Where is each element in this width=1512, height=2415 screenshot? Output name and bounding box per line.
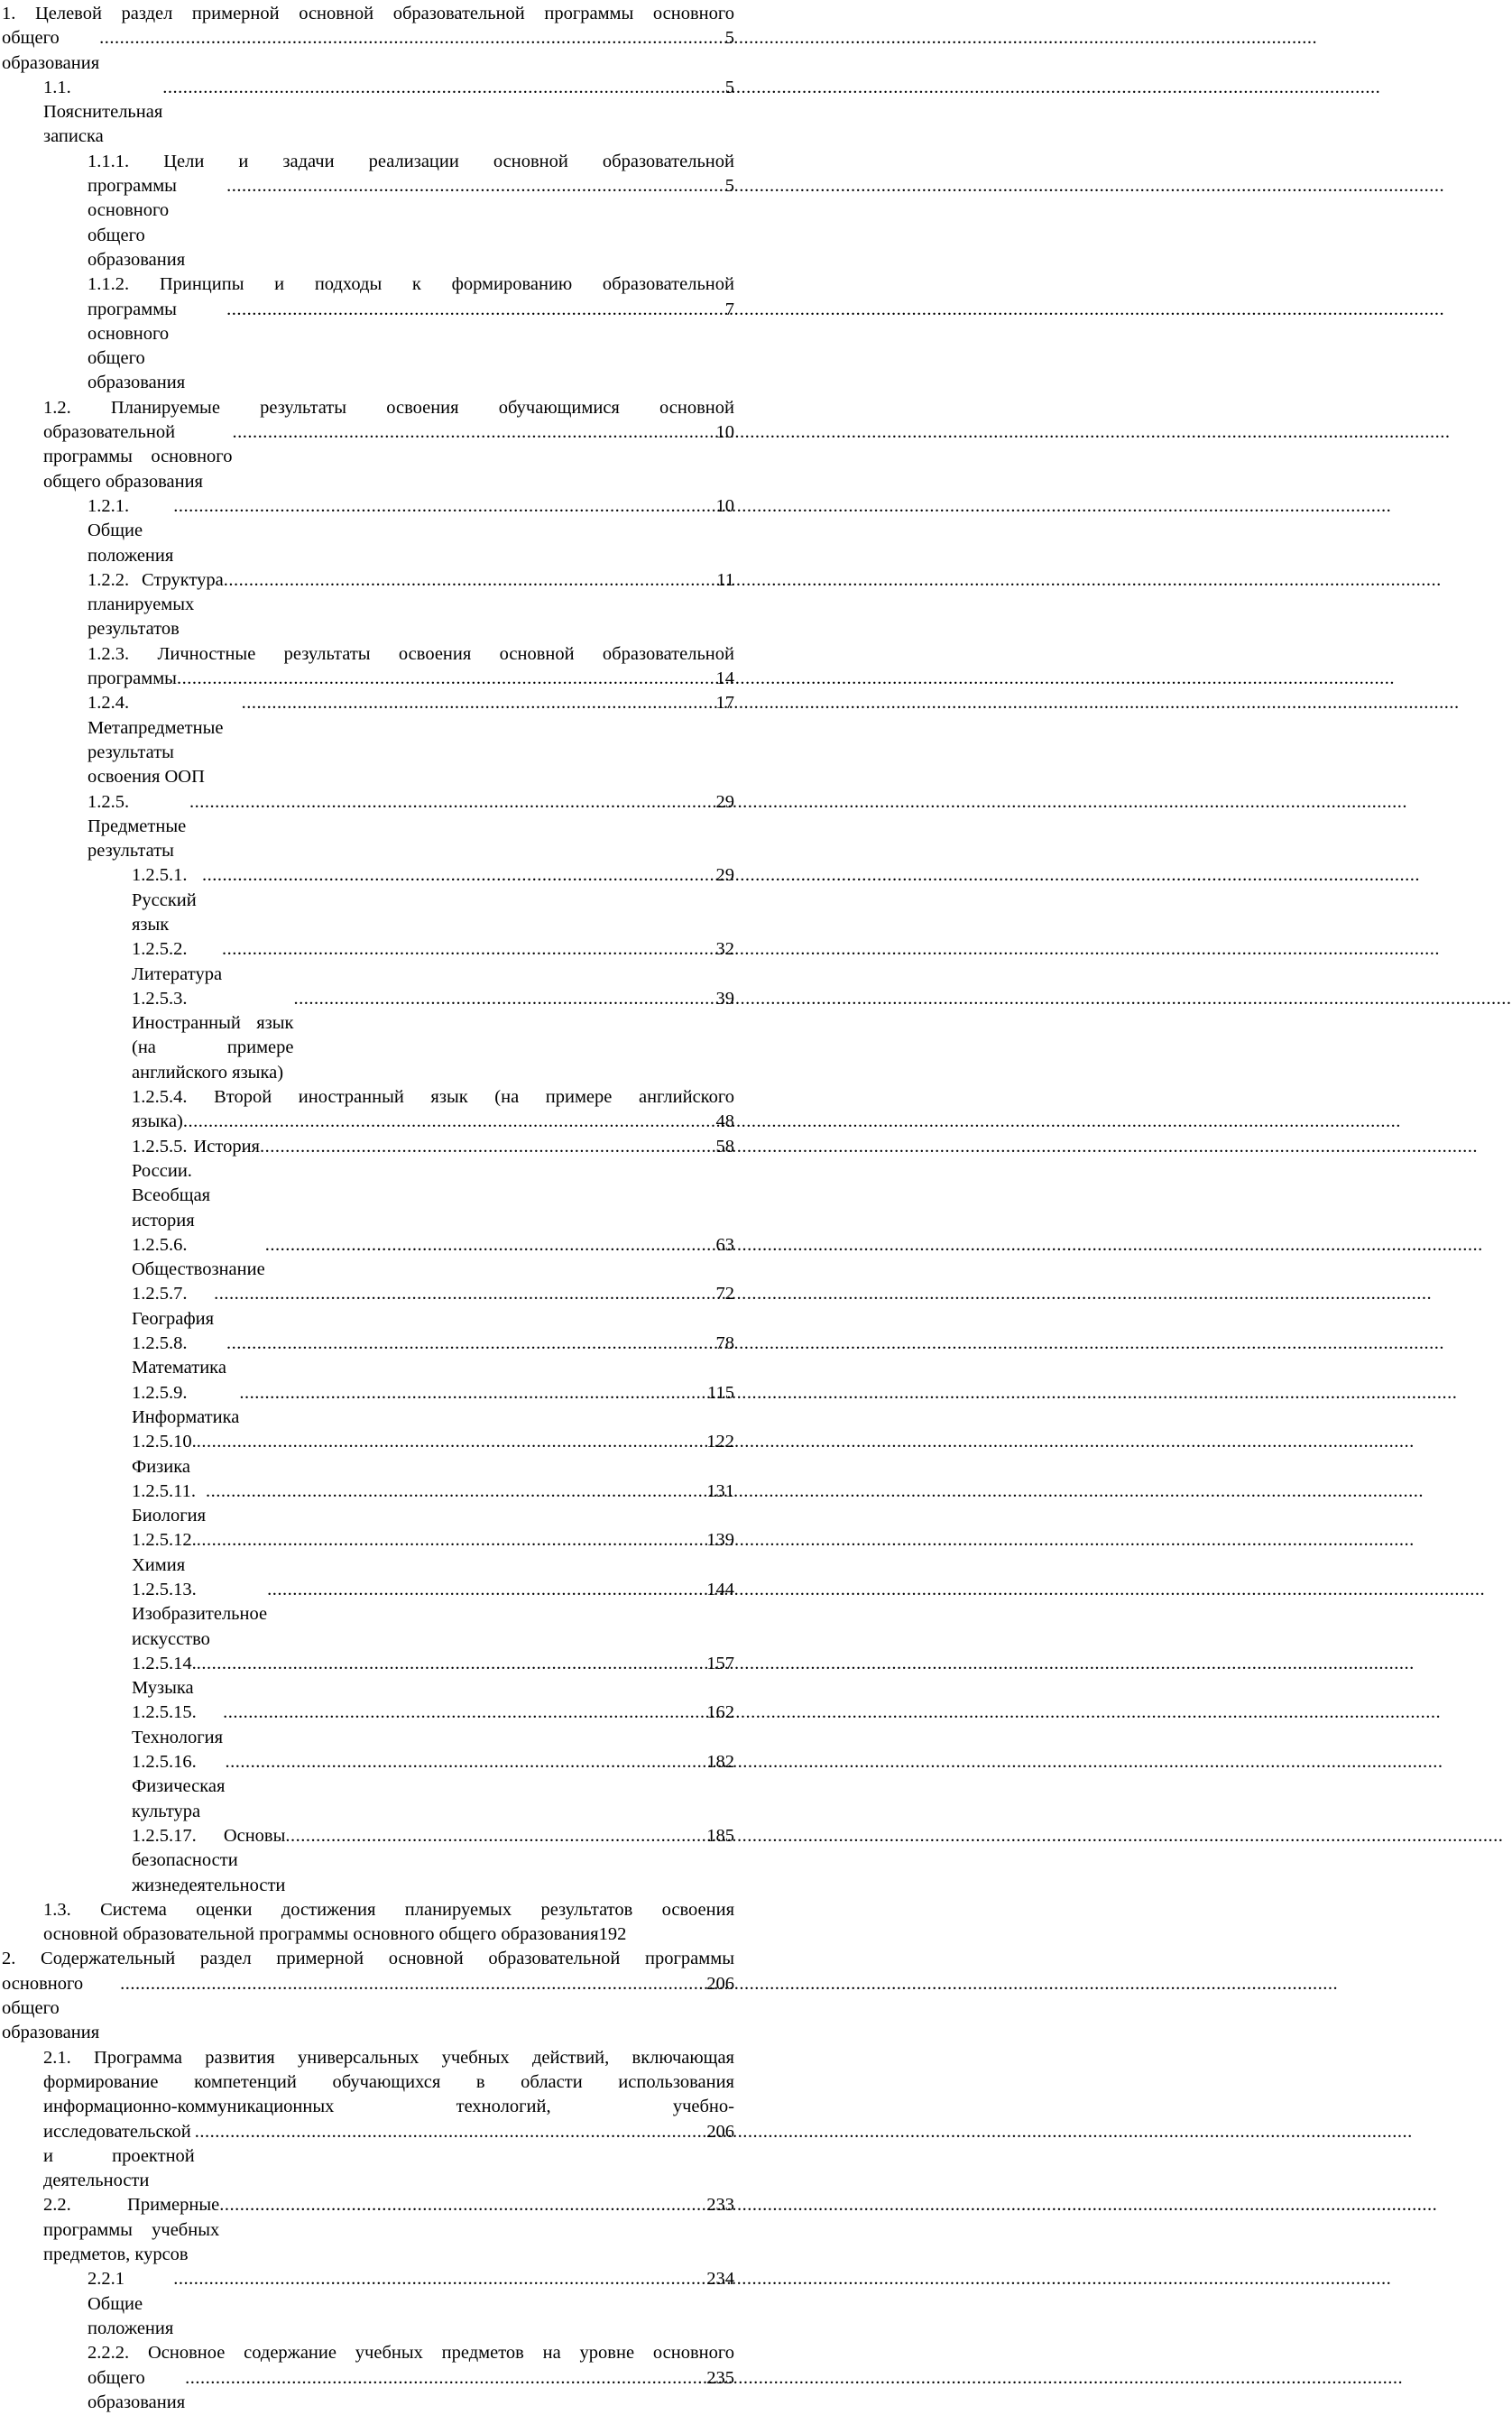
toc-entry-title: 2.2.1 Общие положения [88,2267,173,2341]
toc-page-number: 122 [706,1430,734,1454]
toc-entry-title: программы основного общего образования [88,298,226,396]
toc-entry-title: 1.2.4. Метапредметные результаты освоения ООП [88,691,242,789]
dot-leader [197,1652,707,1676]
toc-page-number: 235 [706,2366,734,2391]
toc-entry[interactable] [0,691,734,789]
dot-leader [225,1750,706,1774]
toc-page-number: 48 [716,1110,735,1134]
dot-leader [99,26,725,51]
toc-entry-title: 1.2.5.16. Физическая культура [132,1750,225,1824]
toc-entry-title: 1.2.5.15. Технология [132,1701,223,1750]
toc-entry[interactable] [0,1282,734,1332]
toc-entry-title: общего образования [88,2366,185,2415]
toc-entry-title-line: 1.1.2. Принципы и подходы к формированию образовательной [0,272,734,297]
toc-entry[interactable] [0,790,734,864]
dot-leader [177,667,716,691]
toc-entry[interactable] [0,2046,734,2194]
dot-leader [226,298,725,322]
toc-entry[interactable] [0,272,734,395]
dot-leader [226,174,725,198]
toc-entry-title: 1.2.5.6. Обществознание [132,1233,265,1283]
toc-entry-title: языка) [132,1110,183,1134]
toc-page-number: 139 [706,1528,734,1553]
toc-entry[interactable] [0,1701,734,1750]
dot-leader [195,2120,706,2144]
toc-entry-title: общего образования [2,26,99,76]
dot-leader [242,691,716,715]
toc-entry-title: 1.2.5.2. Литература [132,937,222,987]
dot-leader [173,2267,706,2291]
toc-page-number: 233 [706,2193,734,2217]
toc-entry-title: 1.2.5.13. Изобразительное искусство [132,1578,267,1652]
toc-entry[interactable] [0,642,734,692]
toc-entry-title: 1.2.5.9. Информатика [132,1381,239,1431]
toc-page-number: 10 [716,420,735,445]
toc-page-number: 131 [706,1479,734,1504]
dot-leader [185,2366,706,2391]
toc-entry[interactable] [0,1652,734,1701]
toc-page-number: 192 [599,1922,627,1947]
toc-entry[interactable] [0,1947,734,2045]
toc-page-number: 206 [706,2120,734,2144]
toc-page-number: 63 [716,1233,735,1258]
toc-entry[interactable] [0,568,734,642]
toc-entry-title: 1.2.5.7. География [132,1282,214,1332]
toc-page-number: 11 [716,568,734,593]
toc-entry-title: 2.2. Примерные программы учебных предметов, курсов [43,2193,219,2267]
dot-leader [267,1578,706,1602]
toc-page-number: 58 [716,1135,735,1159]
dot-leader [285,1824,706,1848]
toc-page-number: 39 [716,987,735,1011]
toc-entry-title: 1.2.2. Структура планируемых результатов [88,568,224,642]
toc-entry[interactable] [0,1824,734,1898]
toc-entry[interactable] [0,1332,734,1381]
toc-entry[interactable] [0,1430,734,1479]
toc-entry-title: 1.2.5.8. Математика [132,1332,226,1381]
toc-entry-title: образовательной программы основного общего образования [43,420,232,494]
dot-leader [197,1528,707,1553]
toc-entry[interactable] [0,863,734,937]
toc-page-number: 234 [706,2267,734,2291]
toc-entry[interactable] [0,987,734,1085]
toc-entry-title: 1.2.5.14. Музыка [132,1652,197,1701]
toc-entry[interactable] [0,2341,734,2415]
toc-page-number: 5 [725,76,734,100]
toc-page-number: 7 [725,298,734,322]
table-of-contents [0,0,736,2415]
toc-entry-title: 1.2.1. Общие положения [88,494,173,568]
toc-entry[interactable] [0,1085,734,1135]
dot-leader [294,987,716,1011]
dot-leader [232,420,715,445]
dot-leader [260,1135,716,1159]
toc-entry-title-line: 2.1. Программа развития универсальных учебных действий, включающая [0,2046,734,2070]
toc-page-number: 29 [716,790,735,815]
dot-leader [219,2193,706,2217]
toc-entry[interactable] [0,1135,734,1233]
toc-entry-title-line: 2.2.2. Основное содержание учебных предметов на уровне основного [0,2341,734,2365]
dot-leader [197,1430,707,1454]
dot-leader [206,1479,706,1504]
toc-entry[interactable] [0,150,734,272]
toc-page-number: 78 [716,1332,735,1356]
toc-page-number: 115 [707,1381,734,1406]
toc-entry-title: исследовательской и проектной деятельности [43,2120,195,2194]
toc-page-number: 5 [725,26,734,51]
toc-entry[interactable] [0,2193,734,2267]
dot-leader [226,1332,716,1356]
toc-entry-title-line: 1.2.5.4. Второй иностранный язык (на примере английского [0,1085,734,1110]
toc-entry-title-line: 2. Содержательный раздел примерной основной образовательной программы [0,1947,734,1971]
toc-entry[interactable] [0,1898,734,1948]
toc-page-number: 32 [716,937,735,962]
dot-leader [239,1381,707,1406]
toc-entry-title: 1.2.5.5. История России. Всеобщая история [132,1135,260,1233]
toc-entry-title: основного общего образования [2,1972,120,2046]
toc-entry-title: основной образовательной программы основного общего образования [43,1922,599,1947]
toc-entry[interactable] [0,937,734,987]
dot-leader [265,1233,716,1258]
dot-leader [189,790,715,815]
toc-entry-title-line: 1.2. Планируемые результаты освоения обучающимися основной [0,396,734,420]
toc-entry[interactable] [0,1528,734,1578]
toc-page-number: 157 [706,1652,734,1676]
toc-entry-title: 1.2.5.12. Химия [132,1528,197,1578]
toc-page-number: 185 [706,1824,734,1848]
dot-leader [162,76,724,100]
toc-entry-title: программы [88,667,177,691]
toc-entry-title: 1.2.5.17. Основы безопасности жизнедеятельности [132,1824,285,1898]
toc-page-number: 14 [716,667,735,691]
toc-entry[interactable] [0,494,734,568]
dot-leader [224,568,716,593]
toc-entry-title: 1.2.5.10. Физика [132,1430,197,1479]
toc-entry[interactable] [0,1479,734,1529]
toc-entry[interactable] [0,1578,734,1652]
toc-page-number: 17 [716,691,735,715]
toc-entry[interactable] [0,1233,734,1283]
dot-leader [222,937,715,962]
toc-entry-title: 1.2.5. Предметные результаты [88,790,189,864]
toc-entry-title-line: 1.2.3. Личностные результаты освоения основной образовательной [0,642,734,667]
dot-leader [120,1972,706,1996]
toc-entry[interactable] [0,76,734,150]
toc-page-number: 29 [716,863,735,888]
toc-entry-title: 1.1. Пояснительная записка [43,76,162,150]
toc-entry[interactable] [0,396,734,494]
toc-entry[interactable] [0,2,734,76]
toc-page-number: 206 [706,1972,734,1996]
toc-entry[interactable] [0,2267,734,2341]
toc-page-number: 10 [716,494,735,519]
toc-entry-title-line: 1. Целевой раздел примерной основной образовательной программы основного [0,2,734,26]
toc-entry-title: 1.2.5.3. Иностранный язык (на примере английского языка) [132,987,294,1085]
dot-leader [214,1282,715,1306]
toc-entry-title-line: 1.3. Система оценки достижения планируемых результатов освоения [0,1898,734,1922]
toc-entry-title: 1.2.5.11. Биология [132,1479,206,1529]
toc-entry-title-line: 1.1.1. Цели и задачи реализации основной образовательной [0,150,734,174]
toc-entry-title: программы основного общего образования [88,174,226,272]
toc-page-number: 144 [706,1578,734,1602]
dot-leader [183,1110,716,1134]
dot-leader [202,863,716,888]
toc-entry-title-line: информационно-коммуникационных технологий, учебно- [0,2095,734,2119]
dot-leader [173,494,715,519]
toc-entry[interactable] [0,1750,734,1824]
toc-page-number: 72 [716,1282,735,1306]
toc-page-number: 162 [706,1701,734,1725]
toc-entry[interactable] [0,1381,734,1431]
toc-entry-title-line: формирование компетенций обучающихся в области использования [0,2070,734,2095]
toc-page-number: 5 [725,174,734,198]
toc-entry-title: 1.2.5.1. Русский язык [132,863,202,937]
dot-leader [223,1701,706,1725]
toc-page-number: 182 [706,1750,734,1774]
